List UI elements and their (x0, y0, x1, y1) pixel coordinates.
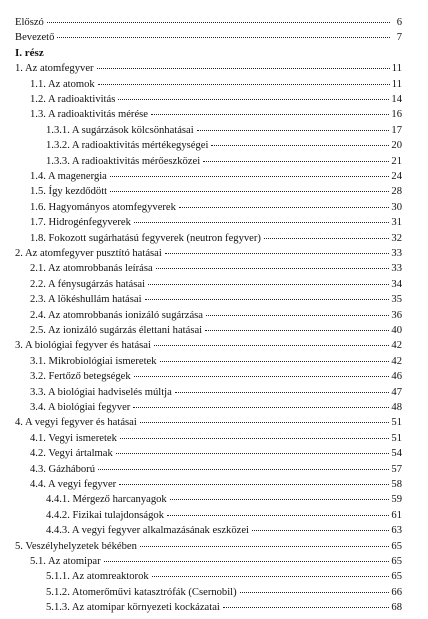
toc-entry[interactable] (30, 200, 402, 215)
toc-entry-page: 7 (396, 32, 402, 44)
toc-entry[interactable] (46, 569, 402, 584)
toc-entry-title: 4.4. A vegyi fegyver (30, 479, 117, 490)
dot-leader (98, 84, 390, 85)
dot-leader (145, 299, 390, 300)
dot-leader (179, 207, 389, 208)
toc-entry-title: 4.4.3. A vegyi fegyver alkalmazásának eszközei (46, 525, 249, 537)
toc-entry-title: 2.3. A lökéshullám hatásai (30, 294, 142, 306)
toc-entry[interactable] (15, 30, 402, 45)
toc-entry-page: 65 (391, 556, 402, 567)
toc-entry[interactable] (30, 323, 402, 338)
toc-entry-title: 1.8. Fokozott sugárhatású fegyverek (neutron fegyver) (30, 232, 261, 244)
toc-entry[interactable] (30, 554, 402, 569)
toc-entry-title: 5.1.1. Az atomreaktorok (46, 571, 149, 583)
toc-entry-page: 33 (391, 263, 402, 275)
toc-entry-page: 24 (391, 171, 402, 182)
dot-leader (119, 484, 389, 485)
dot-leader (264, 238, 389, 239)
toc-entry-title: 4.4.2. Fizikai tulajdonságok (46, 509, 164, 521)
toc-entry[interactable] (30, 400, 402, 415)
toc-entry-page: 47 (391, 386, 402, 398)
dot-leader (104, 561, 390, 562)
toc-entry-title: Előszó (15, 17, 44, 28)
toc-entry[interactable] (30, 385, 402, 400)
dot-leader (97, 68, 390, 69)
dot-leader (116, 453, 390, 454)
toc-entry-title: 1.7. Hidrogénfegyverek (30, 217, 131, 229)
toc-entry-page: 59 (391, 494, 402, 506)
toc-entry[interactable] (30, 462, 402, 477)
toc-entry[interactable] (30, 354, 402, 369)
dot-leader (211, 145, 389, 146)
toc-entry[interactable] (30, 292, 402, 307)
toc-entry-title: 1. Az atomfegyver (15, 63, 94, 75)
toc-entry-title: 1.2. A radioaktivitás (30, 94, 116, 105)
toc-entry-title: 4.4.1. Mérgező harcanyagok (46, 494, 167, 506)
dot-leader (134, 222, 390, 223)
toc-entry-page: 21 (391, 155, 402, 167)
toc-entry[interactable] (30, 477, 402, 492)
toc-entry-page: 35 (391, 294, 402, 306)
dot-leader (140, 422, 390, 423)
toc-entry-page: 34 (391, 278, 402, 290)
dot-leader (223, 607, 390, 608)
toc-entry-title: 5.1. Az atomipar (30, 556, 101, 567)
toc-entry-page: 42 (391, 355, 402, 367)
toc-entry[interactable] (15, 338, 402, 353)
dot-leader (160, 361, 390, 362)
dot-leader (197, 130, 390, 131)
toc-entry[interactable] (30, 277, 402, 292)
toc-entry-title: 4.3. Gázháború (30, 463, 96, 475)
toc-entry-title: 1.1. Az atomok (30, 78, 95, 90)
toc-entry-title: 1.3.3. A radioaktivitás mérőeszközei (46, 155, 201, 167)
toc-entry[interactable] (30, 431, 402, 446)
toc-entry[interactable] (30, 92, 402, 107)
toc-entry-title: 4.2. Vegyi ártalmak (30, 448, 113, 460)
dot-leader (47, 22, 390, 23)
toc-entry-title: Bevezető (15, 32, 55, 44)
toc-entry-title: 4. A vegyi fegyver és hatásai (15, 417, 137, 429)
dot-leader (252, 530, 389, 531)
toc-entry[interactable] (15, 15, 402, 30)
toc-entry[interactable] (30, 184, 402, 199)
toc-entry-title: 3.4. A biológiai fegyver (30, 402, 131, 413)
dot-leader (118, 99, 389, 100)
toc-entry[interactable] (46, 154, 402, 169)
dot-leader (156, 268, 390, 269)
dot-leader (148, 284, 389, 285)
dot-leader (120, 438, 390, 439)
toc-entry-page: 40 (391, 325, 402, 336)
dot-leader (98, 469, 389, 470)
toc-entry-page: 11 (391, 63, 402, 75)
toc-entry-title: 2.1. Az atomrobbanás leírása (30, 263, 153, 275)
dot-leader (240, 592, 390, 593)
toc-entry[interactable] (46, 123, 402, 138)
toc-entry-page: 65 (391, 540, 402, 552)
toc-entry[interactable] (30, 215, 402, 230)
dot-leader (203, 161, 389, 162)
dot-leader (167, 515, 389, 516)
toc-entry[interactable] (15, 415, 402, 430)
toc-entry-page: 11 (391, 78, 402, 90)
toc-entry-page: 48 (391, 402, 402, 413)
toc-entry-page: 14 (391, 94, 402, 105)
dot-leader (151, 114, 389, 115)
toc-entry-page: 51 (391, 417, 402, 429)
toc-entry[interactable] (30, 308, 402, 323)
toc-entry-page: 61 (391, 509, 402, 521)
toc-entry-page: 32 (391, 232, 402, 244)
toc-entry-page: 54 (391, 448, 402, 460)
toc-entry[interactable] (46, 138, 402, 153)
toc-entry-page: 16 (391, 109, 402, 121)
toc-entry-title: 2.2. A fénysugárzás hatásai (30, 278, 146, 290)
toc-entry-title: 1.3.1. A sugárzások kölcsönhatásai (46, 124, 194, 136)
toc-entry-title: 5.1.2. Atomerőművi katasztrófák (Csernobil) (46, 586, 237, 598)
toc-entry[interactable] (46, 508, 402, 523)
dot-leader (205, 330, 389, 331)
toc-entry-title: 5. Veszélyhelyzetek békében (15, 540, 137, 552)
toc-entry[interactable] (46, 523, 402, 538)
toc-entry[interactable] (30, 77, 402, 92)
toc-entry-title: 3. A biológiai fegyver és hatásai (15, 340, 151, 352)
toc-entry-page: 65 (391, 571, 402, 583)
toc-entry-title: 3.2. Fertőző betegségek (30, 371, 131, 383)
toc-entry-page: 31 (391, 217, 402, 229)
dot-leader (140, 546, 390, 547)
toc-entry-page: 66 (391, 586, 402, 598)
toc-entry-page: 63 (391, 525, 402, 537)
toc-entry-page: 17 (391, 124, 402, 136)
toc-entry[interactable] (30, 231, 402, 246)
toc-entry-title: 2.4. Az atomrobbanás ionizáló sugárzása (30, 309, 203, 321)
toc-entry-title: 2.5. Az ionizáló sugárzás élettani hatásai (30, 325, 203, 336)
toc-entry[interactable] (15, 246, 402, 261)
toc-entry-page: 58 (391, 479, 402, 490)
toc-entry-page: 46 (391, 371, 402, 383)
dot-leader (152, 576, 390, 577)
toc-entry-title: 3.1. Mikrobiológiai ismeretek (30, 355, 157, 367)
toc-entry[interactable] (30, 446, 402, 461)
dot-leader (133, 407, 389, 408)
toc-entry[interactable] (30, 369, 402, 384)
dot-leader (154, 345, 389, 346)
toc-entry[interactable] (30, 169, 402, 184)
dot-leader (170, 499, 390, 500)
toc-entry[interactable] (15, 61, 402, 76)
dot-leader (134, 376, 390, 377)
toc-entry[interactable] (30, 261, 402, 276)
toc-entry[interactable] (15, 539, 402, 554)
toc-entry-title: 1.4. A magenergia (30, 171, 107, 182)
toc-entry-title: 1.3. A radioaktivitás mérése (30, 109, 148, 121)
toc-entry-page: 28 (391, 186, 402, 198)
toc-entry-page: 30 (391, 201, 402, 213)
toc-entry-page: 57 (391, 463, 402, 475)
toc-entry-title: 1.5. Így kezdődött (30, 186, 108, 198)
toc-entry-title: 2. Az atomfegyver pusztító hatásai (15, 248, 162, 259)
toc-entry-page: 6 (396, 17, 402, 28)
toc-entry-title: 1.3.2. A radioaktivitás mértékegységei (46, 140, 209, 152)
dot-leader (165, 253, 390, 254)
toc-entry-page: 51 (391, 432, 402, 444)
toc-entry[interactable] (46, 585, 402, 600)
dot-leader (110, 191, 389, 192)
dot-leader (175, 392, 390, 393)
toc-entry[interactable] (46, 600, 402, 615)
toc-entry[interactable] (46, 492, 402, 507)
dot-leader (206, 315, 389, 316)
toc-entry-title: 3.3. A biológiai hadviselés múltja (30, 386, 172, 398)
toc-entry-page: 33 (391, 248, 402, 259)
toc-part-heading: I. rész (15, 46, 44, 59)
toc-entry-page: 68 (391, 602, 402, 614)
toc-entry-page: 42 (391, 340, 402, 352)
toc-entry-page: 36 (391, 309, 402, 321)
toc-entry-title: 1.6. Hagyományos atomfegyverek (30, 201, 176, 213)
toc-entry-page: 20 (391, 140, 402, 152)
toc-entry[interactable] (30, 107, 402, 122)
dot-leader (57, 37, 390, 38)
toc-entry-title: 4.1. Vegyi ismeretek (30, 432, 117, 444)
toc-entry-title: 5.1.3. Az atomipar környezeti kockázatai (46, 602, 220, 614)
dot-leader (110, 176, 390, 177)
